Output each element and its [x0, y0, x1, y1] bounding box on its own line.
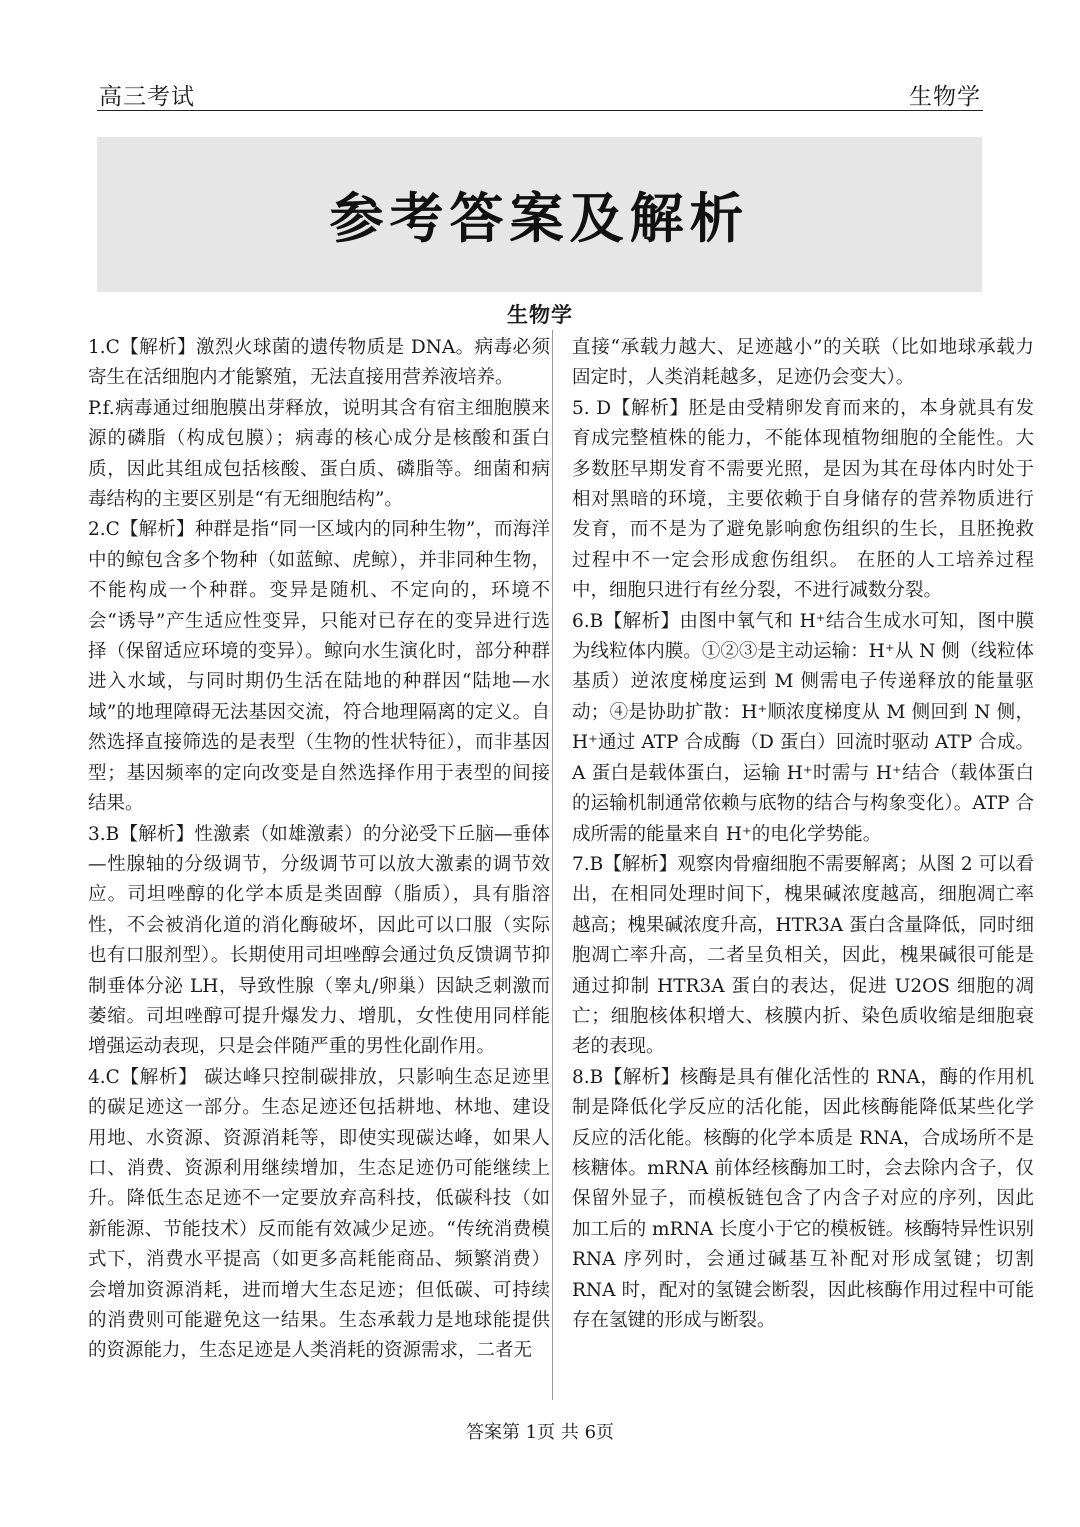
- page-number: 答案第 1页 共 6页: [465, 1422, 615, 1443]
- page-title: 参考答案及解析: [329, 187, 750, 250]
- answer-paragraph: 5. D【解析】胚是由受精卵发育而来的，本身就具有发育成完整植株的能力，不能体现植物细胞的全能性。大多数胚早期发育不需要光照，是因为其在母体内时处于相对黑暗的环境，主要依赖于自身储存的营养物质进行发育，而不是为了避免影响愈伤组织的生长，且胚挽救过程中不一定会形成愈伤组织。 在胚的人工培养过程中，细胞只进行有丝分裂，不进行减数分裂。: [572, 397, 1034, 602]
- header-subject: 生物学: [909, 84, 981, 110]
- right-column: [572, 333, 1034, 1336]
- answer-paragraph: 2.C【解析】种群是指“同一区域内的同种生物”，而海洋中的鲸包含多个物种（如蓝鲸、虎鲸），并非同种生物，不能构成一个种群。变异是随机、不定向的，环境不会“诱导”产生适应性变异，只能对已存在的变异进行选择（保留适应环境的变异）。鲸向水生演化时，部分种群进入水域，与同时期仍生活在陆地的种群因“陆地—水域”的地理障碍无法基因交流，符合地理隔离的定义。自然选择直接筛选的是表型（生物的性状特征），而非基因型；基因频率的定向改变是自然选择作用于表型的间接结果。: [88, 519, 550, 815]
- title-banner: [97, 137, 982, 292]
- answer-paragraph: 1.C【解析】激烈火球菌的遗传物质是 DNA。病毒必须寄生在活细胞内才能繁殖，无法直接用营养液培养。: [88, 337, 550, 389]
- header-divider: [97, 110, 983, 111]
- answer-paragraph: 直接“承载力越大、足迹越小”的关联（比如地球承载力固定时，人类消耗越多，足迹仍会变大）。: [572, 337, 1034, 389]
- subject-heading: 生物学: [507, 303, 573, 327]
- column-divider: [552, 330, 553, 1400]
- answer-paragraph: 3.B【解析】性激素（如雄激素）的分泌受下丘脑—垂体—性腺轴的分级调节，分级调节可以放大激素的调节效应。司坦唑醇的化学本质是类固醇（脂质），具有脂溶性，不会被消化道的消化酶破坏，因此可以口服（实际也有口服剂型）。长期使用司坦唑醇会通过负反馈调节抑制垂体分泌 LH，导致性腺（睾丸/卵巢）因缺乏刺激而萎缩。司坦唑醇可提升爆发力、增肌，女性使用同样能增强运动表现，只是会伴随严重的男性化副作用。: [88, 823, 550, 1058]
- answer-paragraph: P.f.病毒通过细胞膜出芽释放，说明其含有宿主细胞膜来源的磷脂（构成包膜）；病毒的核心成分是核酸和蛋白质，因此其组成包括核酸、蛋白质、磷脂等。细菌和病毒结构的主要区别是“有无细胞结构”。: [88, 397, 550, 511]
- answer-paragraph: 8.B【解析】核酶是具有催化活性的 RNA，酶的作用机制是降低化学反应的活化能，因此核酶能降低某些化学反应的活化能。核酶的化学本质是 RNA，合成场所不是核糖体。mRNA 前体经核酶加工时，会去除内含子，仅保留外显子，而模板链包含了内含子对应的序列，因此加工后的 mRNA 长度小于它的模板链。核酶特异性识别 RNA 序列时，会通过碱基互补配对形成氢键；切割 RNA 时，配对的氢键会断裂，因此核酶作用过程中可能存在氢键的形成与断裂。: [572, 1066, 1034, 1331]
- left-column: [88, 333, 550, 1367]
- answer-paragraph: 4.C【解析】 碳达峰只控制碳排放，只影响生态足迹里的碳足迹这一部分。生态足迹还包括耕地、林地、建设用地、水资源、资源消耗等，即使实现碳达峰，如果人口、消费、资源利用继续增加，生态足迹仍可能继续上升。降低生态足迹不一定要放弃高科技，低碳科技（如新能源、节能技术）反而能有效减少足迹。“传统消费模式下，消费水平提高（如更多高耗能商品、频繁消费）会增加资源消耗，进而增大生态足迹；但低碳、可持续的消费则可能避免这一结果。生态承载力是地球能提供的资源能力，生态足迹是人类消耗的资源需求，二者无: [88, 1066, 550, 1362]
- answer-paragraph: 6.B【解析】由图中氧气和 H⁺结合生成水可知，图中膜为线粒体内膜。①②③是主动运输：H⁺从 N 侧（线粒体基质）逆浓度梯度运到 M 侧需电子传递释放的能量驱动；④是协助扩散：H⁺顺浓度梯度从 M 侧回到 N 侧，H⁺通过 ATP 合成酶（D 蛋白）回流时驱动 ATP 合成。A 蛋白是载体蛋白，运输 H⁺时需与 H⁺结合（载体蛋白的运输机制通常依赖与底物的结合与构象变化）。ATP 合成所需的能量来自 H⁺的电化学势能。: [572, 610, 1034, 845]
- answer-paragraph: 7.B【解析】观察肉骨瘤细胞不需要解离；从图 2 可以看出，在相同处理时间下，槐果碱浓度越高，细胞凋亡率越高；槐果碱浓度升高，HTR3A 蛋白含量降低，同时细胞凋亡率升高，二者呈负相关，因此，槐果碱很可能是通过抑制 HTR3A 蛋白的表达，促进 U2OS 细胞的凋亡；细胞核体积增大、核膜内折、染色质收缩是细胞衰老的表现。: [572, 853, 1034, 1058]
- header-exam-name: 高三考试: [99, 84, 195, 110]
